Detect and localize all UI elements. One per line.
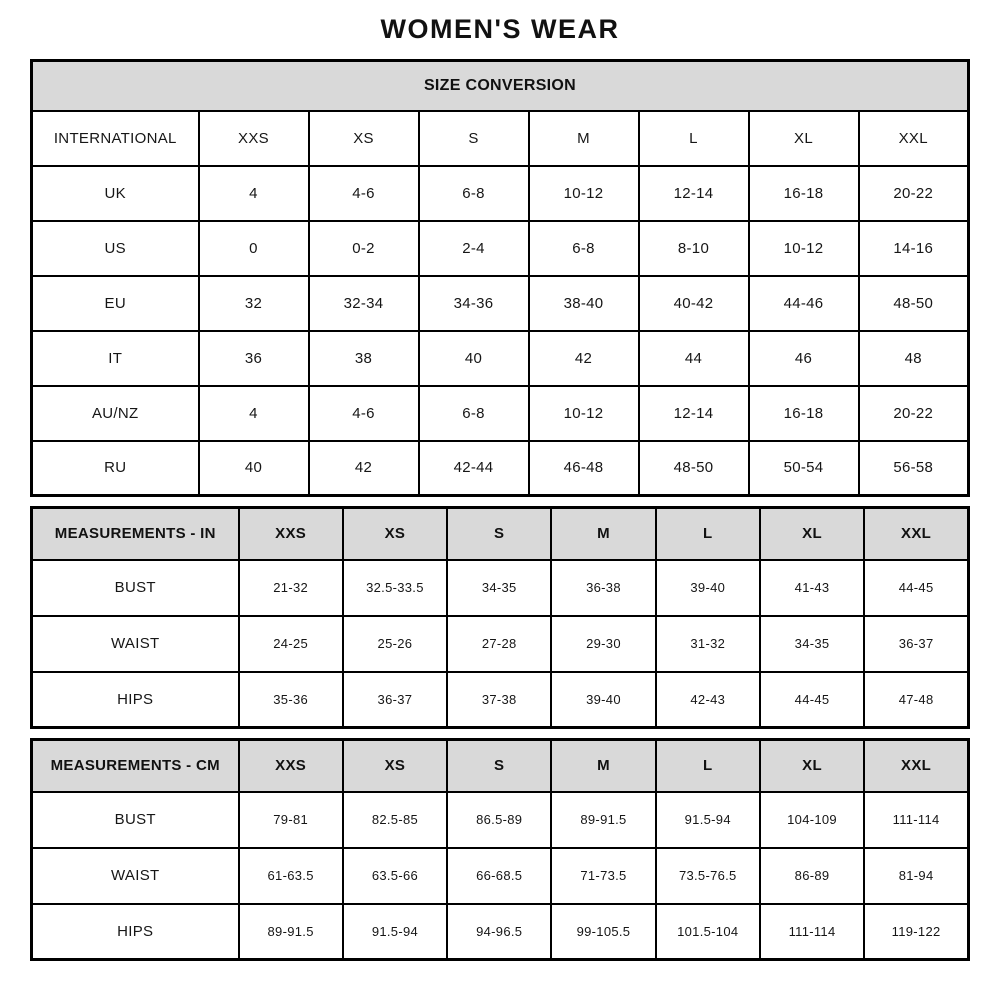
row-header-column-title: INTERNATIONAL (32, 111, 199, 166)
size-value-cell: 81-94 (864, 848, 968, 904)
size-value-cell: 73.5-76.5 (656, 848, 760, 904)
size-value-cell: 50-54 (749, 441, 859, 496)
size-column-header: XXL (864, 740, 968, 792)
size-value-cell: 79-81 (239, 792, 343, 848)
size-value-cell: 39-40 (551, 672, 655, 728)
size-value-cell: 34-36 (419, 276, 529, 331)
size-value-cell: 48-50 (859, 276, 969, 331)
size-value-cell: 14-16 (859, 221, 969, 276)
size-value-cell: 0 (199, 221, 309, 276)
size-value-cell: 89-91.5 (239, 904, 343, 960)
row-header-column-title: MEASUREMENTS - IN (32, 508, 239, 560)
page-title: WOMEN'S WEAR (380, 14, 620, 44)
size-value-cell: 47-48 (864, 672, 968, 728)
size-value-cell: 99-105.5 (551, 904, 655, 960)
size-column-header: M (551, 740, 655, 792)
row-header-column-title: MEASUREMENTS - CM (32, 740, 239, 792)
size-value-cell: 38 (309, 331, 419, 386)
table-header-row (32, 508, 969, 560)
size-value-cell: 66-68.5 (447, 848, 551, 904)
size-column-header: XXS (239, 740, 343, 792)
size-value-cell: 2-4 (419, 221, 529, 276)
size-value-cell: 44-46 (749, 276, 859, 331)
size-column-header: S (447, 508, 551, 560)
size-value-cell: 25-26 (343, 616, 447, 672)
size-value-cell: 82.5-85 (343, 792, 447, 848)
size-value-cell: 40 (199, 441, 309, 496)
size-value-cell: 42-44 (419, 441, 529, 496)
size-value-cell: 35-36 (239, 672, 343, 728)
size-value-cell: 20-22 (859, 166, 969, 221)
size-value-cell: 119-122 (864, 904, 968, 960)
size-value-cell: 61-63.5 (239, 848, 343, 904)
size-value-cell: 16-18 (749, 166, 859, 221)
size-value-cell: 34-35 (760, 616, 864, 672)
size-value-cell: 111-114 (864, 792, 968, 848)
size-value-cell: 4 (199, 386, 309, 441)
size-column-header: XXS (239, 508, 343, 560)
table-header-row (32, 740, 969, 792)
size-column-header: M (529, 111, 639, 166)
row-label: US (32, 221, 199, 276)
size-column-header: M (551, 508, 655, 560)
size-value-cell: 56-58 (859, 441, 969, 496)
size-value-cell: 36-37 (864, 616, 968, 672)
size-value-cell: 16-18 (749, 386, 859, 441)
measurements-cm-table (30, 738, 970, 961)
measurements-in-table (30, 506, 970, 729)
size-value-cell: 6-8 (419, 166, 529, 221)
size-value-cell: 32-34 (309, 276, 419, 331)
size-column-header: L (639, 111, 749, 166)
size-value-cell: 104-109 (760, 792, 864, 848)
size-value-cell: 36 (199, 331, 309, 386)
table-row (32, 792, 969, 848)
size-column-header: XXS (199, 111, 309, 166)
size-column-header: L (656, 740, 760, 792)
size-value-cell: 101.5-104 (656, 904, 760, 960)
row-label: BUST (32, 560, 239, 616)
size-value-cell: 41-43 (760, 560, 864, 616)
size-value-cell: 48 (859, 331, 969, 386)
row-label: HIPS (32, 672, 239, 728)
size-value-cell: 42 (529, 331, 639, 386)
size-column-header: XS (309, 111, 419, 166)
size-value-cell: 24-25 (239, 616, 343, 672)
row-label: AU/NZ (32, 386, 199, 441)
size-value-cell: 20-22 (859, 386, 969, 441)
size-value-cell: 40 (419, 331, 529, 386)
size-value-cell: 91.5-94 (343, 904, 447, 960)
table-row (32, 672, 969, 728)
size-value-cell: 44 (639, 331, 749, 386)
size-value-cell: 12-14 (639, 386, 749, 441)
size-value-cell: 6-8 (529, 221, 639, 276)
size-value-cell: 38-40 (529, 276, 639, 331)
size-value-cell: 89-91.5 (551, 792, 655, 848)
size-value-cell: 4 (199, 166, 309, 221)
row-label: EU (32, 276, 199, 331)
size-value-cell: 48-50 (639, 441, 749, 496)
row-label: WAIST (32, 848, 239, 904)
size-value-cell: 10-12 (749, 221, 859, 276)
table-row (32, 276, 969, 331)
size-value-cell: 46 (749, 331, 859, 386)
table-row (32, 848, 969, 904)
row-label: RU (32, 441, 199, 496)
row-label: WAIST (32, 616, 239, 672)
size-column-header: XS (343, 740, 447, 792)
size-column-header: XL (760, 508, 864, 560)
size-value-cell: 34-35 (447, 560, 551, 616)
size-value-cell: 21-32 (239, 560, 343, 616)
size-column-header: XL (749, 111, 859, 166)
size-value-cell: 10-12 (529, 166, 639, 221)
size-value-cell: 27-28 (447, 616, 551, 672)
size-value-cell: 71-73.5 (551, 848, 655, 904)
size-column-header: S (419, 111, 529, 166)
size-value-cell: 0-2 (309, 221, 419, 276)
size-value-cell: 32.5-33.5 (343, 560, 447, 616)
size-value-cell: 39-40 (656, 560, 760, 616)
size-value-cell: 32 (199, 276, 309, 331)
size-value-cell: 63.5-66 (343, 848, 447, 904)
table-row (32, 441, 969, 496)
size-value-cell: 6-8 (419, 386, 529, 441)
size-column-header: XS (343, 508, 447, 560)
size-value-cell: 86-89 (760, 848, 864, 904)
row-label: HIPS (32, 904, 239, 960)
size-value-cell: 94-96.5 (447, 904, 551, 960)
size-column-header: XXL (859, 111, 969, 166)
size-value-cell: 46-48 (529, 441, 639, 496)
size-value-cell: 4-6 (309, 386, 419, 441)
size-value-cell: 37-38 (447, 672, 551, 728)
size-value-cell: 42 (309, 441, 419, 496)
size-value-cell: 4-6 (309, 166, 419, 221)
size-column-header: XL (760, 740, 864, 792)
size-conversion-table (30, 59, 970, 497)
table-header-row (32, 111, 969, 166)
size-value-cell: 36-37 (343, 672, 447, 728)
size-value-cell: 29-30 (551, 616, 655, 672)
size-column-header: S (447, 740, 551, 792)
size-value-cell: 44-45 (760, 672, 864, 728)
table-row (32, 616, 969, 672)
size-value-cell: 12-14 (639, 166, 749, 221)
size-column-header: XXL (864, 508, 968, 560)
table-row (32, 221, 969, 276)
table-row (32, 331, 969, 386)
table-row (32, 904, 969, 960)
size-value-cell: 86.5-89 (447, 792, 551, 848)
size-column-header: L (656, 508, 760, 560)
size-value-cell: 91.5-94 (656, 792, 760, 848)
size-value-cell: 36-38 (551, 560, 655, 616)
size-value-cell: 31-32 (656, 616, 760, 672)
table-banner-row (32, 61, 969, 111)
table-row (32, 166, 969, 221)
size-conversion-banner: SIZE CONVERSION (32, 61, 969, 111)
size-value-cell: 111-114 (760, 904, 864, 960)
table-row (32, 560, 969, 616)
row-label: UK (32, 166, 199, 221)
size-value-cell: 40-42 (639, 276, 749, 331)
size-value-cell: 42-43 (656, 672, 760, 728)
size-value-cell: 8-10 (639, 221, 749, 276)
table-row (32, 386, 969, 441)
size-value-cell: 44-45 (864, 560, 968, 616)
size-value-cell: 10-12 (529, 386, 639, 441)
row-label: IT (32, 331, 199, 386)
row-label: BUST (32, 792, 239, 848)
